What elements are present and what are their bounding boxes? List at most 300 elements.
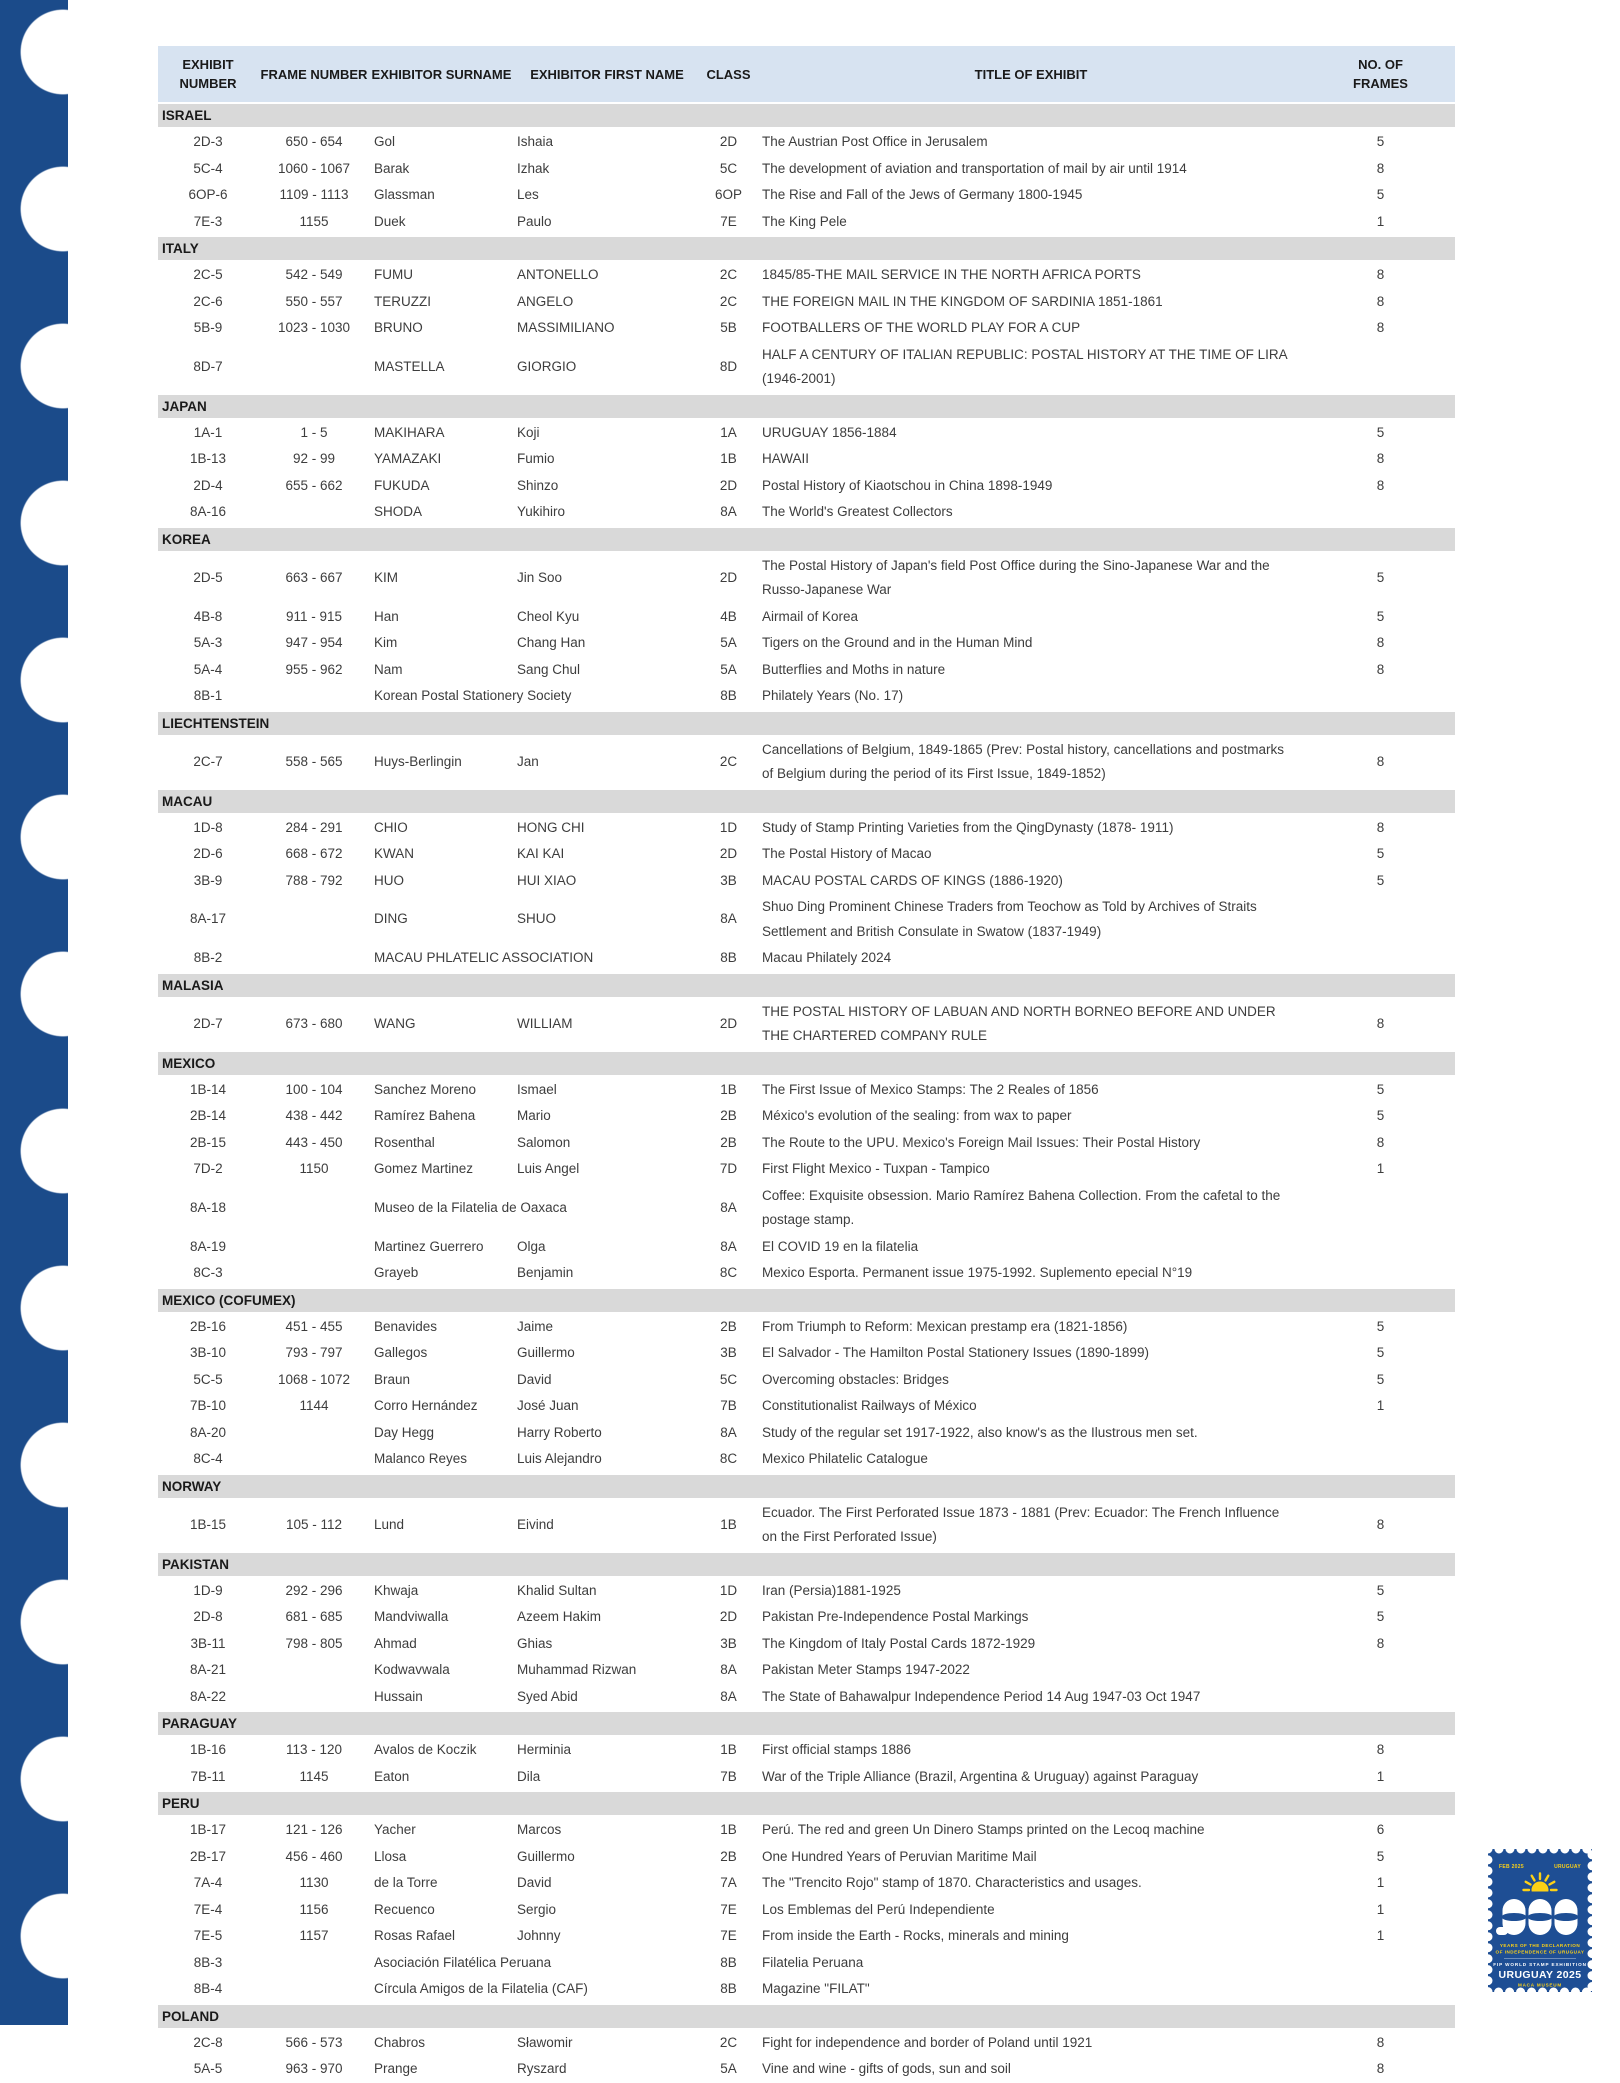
- country-section-label: NORWAY: [158, 1474, 1455, 1499]
- cell-frame-number: 1145: [299, 1768, 329, 1784]
- cell-exhibit-number: 3B-9: [193, 872, 223, 888]
- cell-frames: 5: [1376, 1609, 1385, 1624]
- cell-title: From inside the Earth - Rocks, minerals and mining: [762, 1928, 1069, 1943]
- cell-frame-number: [258, 1446, 370, 1474]
- exhibit-row: [158, 1764, 1455, 1792]
- exhibit-row: [158, 1156, 1455, 1183]
- cell-exhibit-number: 2C-5: [193, 267, 223, 282]
- country-section-label: JAPAN: [158, 394, 1455, 419]
- cell-frame-number: 113 - 120: [285, 1742, 343, 1757]
- cell-first-name: HUI XIAO: [517, 872, 577, 888]
- cell-surname: Kim: [374, 635, 398, 650]
- cell-exhibit-number: 7E-5: [193, 1928, 223, 1943]
- cell-title: The Kingdom of Italy Postal Cards 1872-1929: [762, 1635, 1036, 1651]
- cell-frame-number: 105 - 112: [285, 1516, 343, 1532]
- cell-frame-number: 1060 - 1067: [277, 160, 351, 176]
- cell-first-name: Olga: [517, 1238, 546, 1254]
- cell-class: 8A: [720, 504, 737, 519]
- cell-first-name: Sang Chul: [517, 661, 581, 677]
- cell-title: The State of Bahawalpur Independence Period 14 Aug 1947-03 Oct 1947: [762, 1688, 1201, 1704]
- cell-exhibit-number: 1B-13: [189, 451, 227, 466]
- cell-class: 2D: [719, 134, 738, 149]
- cell-exhibit-number: 1B-15: [189, 1516, 227, 1532]
- cell-title: FOOTBALLERS OF THE WORLD PLAY FOR A CUP: [762, 320, 1081, 335]
- cell-class: 7E: [720, 1901, 737, 1917]
- cell-frame-number: [258, 499, 370, 527]
- cell-class: 7B: [720, 1398, 737, 1413]
- cell-exhibit-number: 2B-14: [189, 1108, 227, 1123]
- cell-title: The "Trencito Rojo" stamp of 1870. Characteristics and usages.: [762, 1875, 1142, 1890]
- cell-class: 8A: [720, 1688, 737, 1704]
- exhibit-row: [158, 1313, 1455, 1341]
- exhibit-row: [158, 473, 1455, 500]
- cell-frames: 8: [1376, 1516, 1385, 1532]
- cell-frames: [1306, 683, 1455, 711]
- cell-first-name: Luis Alejandro: [517, 1451, 602, 1466]
- cell-frames: 8: [1376, 293, 1385, 309]
- cell-surname: KIM: [374, 569, 399, 585]
- logo-200-digits: [1496, 1899, 1579, 1935]
- cell-surname: MAKIHARA: [374, 424, 445, 440]
- cell-frame-number: 542 - 549: [285, 267, 343, 282]
- cell-title: Cancellations of Belgium, 1849-1865 (Prev: Postal history, cancellations and postmarks of Belgium during the period of its First Issue, 1849-1852): [762, 741, 1285, 781]
- cell-frames: 5: [1376, 846, 1385, 861]
- cell-title: El COVID 19 en la filatelia: [762, 1238, 919, 1254]
- cell-title: Tigers on the Ground and in the Human Mind: [762, 635, 1033, 650]
- exhibit-row: [158, 499, 1455, 527]
- cell-frame-number: 1023 - 1030: [277, 320, 351, 335]
- cell-surname: Khwaja: [374, 1582, 419, 1598]
- cell-title: Macau Philately 2024: [762, 950, 892, 965]
- cell-frames: 8: [1376, 1742, 1385, 1757]
- cell-title: Vine and wine - gifts of gods, sun and soil: [762, 2061, 1011, 2076]
- logo-uruguay-2025-label: URUGUAY 2025: [1498, 1969, 1582, 1981]
- cell-class: 8C: [719, 1265, 738, 1280]
- cell-surname: BRUNO: [374, 320, 423, 335]
- cell-exhibit-number: 2B-17: [189, 1848, 227, 1864]
- cell-surname: Day Hegg: [374, 1424, 435, 1440]
- cell-frame-number: 284 - 291: [285, 819, 343, 835]
- country-section-row: [158, 789, 1455, 814]
- country-section-label: MALASIA: [158, 973, 1455, 998]
- exhibit-row: [158, 998, 1455, 1051]
- cell-frame-number: 1144: [299, 1398, 329, 1413]
- exhibit-row: [158, 1657, 1455, 1684]
- cell-exhibit-number: 1A-1: [193, 424, 223, 440]
- cell-surname: Eaton: [374, 1768, 410, 1784]
- cell-first-name: Khalid Sultan: [517, 1582, 597, 1598]
- cell-frames: [1306, 1657, 1455, 1684]
- cell-class: 5B: [720, 320, 737, 335]
- cell-frame-number: 947 - 954: [285, 635, 343, 650]
- column-header-exhibitor-surname: EXHIBITOR SURNAME: [370, 46, 513, 103]
- exhibit-row: [158, 1393, 1455, 1420]
- cell-frame-number: 438 - 442: [285, 1108, 343, 1123]
- exhibit-row: [158, 945, 1455, 973]
- exhibit-row: [158, 894, 1455, 945]
- cell-frames: [1306, 1420, 1455, 1447]
- cell-class: 1B: [720, 1516, 737, 1532]
- cell-class: 2B: [720, 1134, 737, 1150]
- cell-exhibit-number: 5B-9: [193, 320, 223, 335]
- cell-frames: 1: [1376, 1768, 1385, 1784]
- cell-title: Pakistan Meter Stamps 1947-2022: [762, 1662, 970, 1677]
- stamp-logo-graphic: [1482, 1843, 1598, 1998]
- cell-frame-number: 566 - 573: [285, 2034, 343, 2050]
- cell-surname: Ahmad: [374, 1635, 417, 1651]
- cell-class: 2C: [719, 2034, 738, 2050]
- cell-first-name: Johnny: [517, 1928, 561, 1943]
- cell-class: 7A: [720, 1875, 737, 1890]
- cell-exhibit-number: 2B-16: [189, 1318, 227, 1334]
- exhibit-row: [158, 419, 1455, 447]
- country-section-row: [158, 973, 1455, 998]
- cell-exhibit-number: 7D-2: [193, 1161, 223, 1176]
- cell-exhibit-number: 6OP-6: [188, 187, 228, 202]
- cell-first-name: Guillermo: [517, 1848, 575, 1864]
- cell-frames: 1: [1376, 1161, 1385, 1176]
- cell-title: Mexico Philatelic Catalogue: [762, 1451, 928, 1466]
- cell-frame-number: 798 - 805: [285, 1635, 343, 1651]
- cell-class: 5A: [720, 635, 737, 650]
- cell-title: The Austrian Post Office in Jerusalem: [762, 134, 988, 149]
- exhibit-row: [158, 1367, 1455, 1394]
- country-section-row: [158, 2004, 1455, 2029]
- cell-exhibit-number: 5A-4: [193, 661, 223, 677]
- cell-first-name: Fumio: [517, 451, 555, 466]
- cell-class: 8B: [720, 688, 737, 703]
- cell-frame-number: 650 - 654: [285, 134, 343, 149]
- cell-surname: Gallegos: [374, 1345, 428, 1360]
- cell-frames: [1306, 894, 1455, 945]
- cell-first-name: David: [517, 1371, 552, 1387]
- exhibit-row: [158, 1577, 1455, 1605]
- cell-class: 2C: [719, 753, 738, 769]
- cell-title: From Triumph to Reform: Mexican prestamp era (1821-1856): [762, 1318, 1128, 1334]
- cell-surname: Hussain: [374, 1688, 423, 1704]
- cell-title: War of the Triple Alliance (Brazil, Argentina & Uruguay) against Paraguay: [762, 1768, 1199, 1784]
- cell-frame-number: 911 - 915: [285, 608, 343, 624]
- cell-frames: 5: [1376, 1345, 1385, 1360]
- country-section-label: MACAU: [158, 789, 1455, 814]
- cell-first-name: Guillermo: [517, 1345, 575, 1360]
- cell-frame-number: 100 - 104: [285, 1081, 343, 1097]
- cell-frames: [1306, 1684, 1455, 1712]
- cell-class: 7D: [719, 1161, 738, 1176]
- cell-title: The Rise and Fall of the Jews of Germany 1800-1945: [762, 187, 1083, 202]
- country-section-row: [158, 1051, 1455, 1076]
- exhibit-row: [158, 1631, 1455, 1658]
- cell-surname: Han: [374, 608, 399, 624]
- cell-title: The King Pele: [762, 213, 847, 229]
- cell-surname: MACAU PHLATELIC ASSOCIATION: [374, 950, 594, 965]
- cell-frame-number: [258, 1260, 370, 1288]
- cell-exhibit-number: 1B-17: [189, 1822, 227, 1837]
- cell-first-name: Salomon: [517, 1134, 571, 1150]
- cell-exhibit-number: 2D-5: [193, 569, 223, 585]
- cell-surname: Círcula Amigos de la Filatelia (CAF): [374, 1981, 588, 1996]
- cell-frames: 8: [1376, 1134, 1385, 1150]
- exhibit-row: [158, 1816, 1455, 1844]
- exhibit-row: [158, 841, 1455, 868]
- country-section-label: MEXICO (COFUMEX): [158, 1288, 1455, 1313]
- cell-class: 8A: [720, 1424, 737, 1440]
- cell-frames: [1306, 1260, 1455, 1288]
- cell-exhibit-number: 8A-21: [189, 1662, 227, 1677]
- exhibit-row: [158, 1897, 1455, 1924]
- cell-frames: 8: [1376, 753, 1385, 769]
- exhibit-row: [158, 289, 1455, 316]
- cell-first-name: Chang Han: [517, 635, 586, 650]
- cell-frames: 8: [1376, 1635, 1385, 1651]
- cell-frame-number: [258, 683, 370, 711]
- exhibit-row: [158, 604, 1455, 631]
- cell-title: Shuo Ding Prominent Chinese Traders from Teochow as Told by Archives of Straits Settlement and British Consulate in Swatow (1837-1949): [762, 899, 1257, 939]
- cell-frame-number: [258, 1950, 370, 1977]
- cell-surname: Malanco Reyes: [374, 1451, 468, 1466]
- column-header-class: CLASS: [701, 46, 756, 103]
- cell-surname: DING: [374, 911, 408, 927]
- cell-frame-number: 1157: [299, 1928, 329, 1943]
- cell-class: 2C: [719, 267, 738, 282]
- cell-exhibit-number: 8A-18: [189, 1199, 227, 1215]
- cell-surname: Llosa: [374, 1848, 407, 1864]
- cell-title: Pakistan Pre-Independence Postal Markings: [762, 1609, 1029, 1624]
- exhibit-row: [158, 1604, 1455, 1631]
- cell-surname: KWAN: [374, 846, 414, 861]
- cell-frames: 8: [1376, 267, 1385, 282]
- cell-class: 7E: [720, 213, 737, 229]
- cell-surname: Mandviwalla: [374, 1609, 449, 1624]
- cell-frame-number: 121 - 126: [285, 1822, 343, 1837]
- cell-title: The Route to the UPU. Mexico's Foreign Mail Issues: Their Postal History: [762, 1134, 1201, 1150]
- logo-years-line1: YEARS OF THE DECLARATION: [1499, 1943, 1581, 1948]
- cell-title: THE POSTAL HISTORY OF LABUAN AND NORTH BORNEO BEFORE AND UNDER THE CHARTERED COMPANY RULE: [762, 1003, 1276, 1043]
- cell-frames: 8: [1376, 477, 1385, 493]
- cell-frames: 5: [1376, 1081, 1385, 1097]
- exhibits-table-body: [158, 103, 1455, 2083]
- cell-class: 8A: [720, 1199, 737, 1215]
- cell-title: The development of aviation and transportation of mail by air until 1914: [762, 160, 1187, 176]
- exhibit-row: [158, 1870, 1455, 1897]
- country-section-row: [158, 103, 1455, 128]
- cell-title: Magazine "FILAT": [762, 1981, 870, 1996]
- cell-exhibit-number: 5C-5: [193, 1371, 223, 1387]
- stamp-perforation-edge-decoration: [0, 0, 68, 2025]
- cell-frames: 8: [1376, 320, 1385, 335]
- exhibit-row: [158, 1076, 1455, 1104]
- cell-surname: Sanchez Moreno: [374, 1081, 477, 1097]
- cell-surname: Korean Postal Stationery Society: [374, 688, 572, 703]
- cell-surname: Lund: [374, 1516, 405, 1532]
- cell-first-name: Herminia: [517, 1742, 572, 1757]
- cell-title: The Postal History of Japan's field Post Office during the Sino-Japanese War and the Russo-Japanese War: [762, 557, 1270, 597]
- country-section-row: [158, 394, 1455, 419]
- cell-class: 1B: [720, 451, 737, 466]
- cell-surname: Gomez Martinez: [374, 1161, 474, 1176]
- cell-exhibit-number: 8A-19: [189, 1238, 227, 1254]
- cell-frames: 5: [1376, 187, 1385, 202]
- cell-class: 3B: [720, 1345, 737, 1360]
- exhibit-row: [158, 1923, 1455, 1950]
- cell-class: 1B: [720, 1822, 737, 1837]
- cell-frames: 8: [1376, 160, 1385, 176]
- cell-surname: Martinez Guerrero: [374, 1238, 484, 1254]
- country-section-label: PERU: [158, 1791, 1455, 1816]
- exhibit-row: [158, 1103, 1455, 1130]
- cell-frames: [1306, 1950, 1455, 1977]
- cell-first-name: Dila: [517, 1768, 541, 1784]
- cell-title: THE FOREIGN MAIL IN THE KINGDOM OF SARDINIA 1851-1861: [762, 293, 1163, 309]
- cell-surname: HUO: [374, 872, 404, 888]
- cell-frames: 1: [1376, 1928, 1385, 1943]
- cell-frame-number: 681 - 685: [285, 1609, 343, 1624]
- cell-surname: Corro Hernández: [374, 1398, 478, 1413]
- exhibit-row: [158, 736, 1455, 789]
- cell-frames: [1306, 1183, 1455, 1234]
- cell-title: First official stamps 1886: [762, 1742, 912, 1757]
- cell-exhibit-number: 3B-10: [189, 1345, 227, 1360]
- logo-museum-label: MACA MUSEUM: [1517, 1982, 1563, 1988]
- cell-surname: SHODA: [374, 504, 423, 519]
- cell-surname: FUMU: [374, 267, 413, 282]
- cell-title: The World's Greatest Collectors: [762, 504, 953, 519]
- cell-title: Mexico Esporta. Permanent issue 1975-1992. Suplemento epecial N°19: [762, 1265, 1193, 1280]
- cell-title: Study of the regular set 1917-1922, also know's as the Ilustrous men set.: [762, 1424, 1198, 1440]
- cell-class: 5A: [720, 661, 737, 677]
- exhibit-row: [158, 1446, 1455, 1474]
- cell-exhibit-number: 2C-8: [193, 2034, 223, 2050]
- cell-surname: Prange: [374, 2061, 418, 2076]
- cell-frames: 5: [1376, 1371, 1385, 1387]
- cell-class: 3B: [720, 1635, 737, 1651]
- country-section-row: [158, 1288, 1455, 1313]
- cell-class: 2B: [720, 1318, 737, 1334]
- cell-exhibit-number: 1D-8: [193, 819, 223, 835]
- cell-frame-number: 668 - 672: [285, 846, 343, 861]
- cell-first-name: Cheol Kyu: [517, 608, 580, 624]
- cell-first-name: HONG CHI: [517, 819, 585, 835]
- cell-exhibit-number: 2D-7: [193, 1015, 223, 1031]
- cell-surname: Glassman: [374, 187, 435, 202]
- cell-frames: [1306, 1446, 1455, 1474]
- country-section-row: [158, 1474, 1455, 1499]
- country-section-row: [158, 1711, 1455, 1736]
- cell-exhibit-number: 5A-3: [193, 635, 223, 650]
- cell-first-name: MASSIMILIANO: [517, 320, 615, 335]
- cell-frames: 1: [1376, 1875, 1385, 1890]
- cell-frames: 5: [1376, 134, 1385, 149]
- country-section-row: [158, 1552, 1455, 1577]
- cell-surname: MASTELLA: [374, 358, 445, 374]
- exhibit-row: [158, 261, 1455, 289]
- cell-class: 1B: [720, 1742, 737, 1757]
- cell-frame-number: 558 - 565: [285, 753, 343, 769]
- cell-frames: 1: [1376, 213, 1385, 229]
- cell-first-name: Ryszard: [517, 2061, 567, 2076]
- cell-first-name: Ismael: [517, 1081, 557, 1097]
- country-section-row: [158, 711, 1455, 736]
- cell-first-name: Ghias: [517, 1635, 553, 1651]
- cell-first-name: Syed Abid: [517, 1688, 578, 1704]
- cell-frames: [1306, 1234, 1455, 1261]
- cell-first-name: Mario: [517, 1108, 551, 1123]
- cell-frames: 8: [1376, 819, 1385, 835]
- cell-frame-number: 1156: [299, 1901, 329, 1917]
- cell-class: 7B: [720, 1768, 737, 1784]
- cell-title: Los Emblemas del Perú Independiente: [762, 1901, 995, 1917]
- cell-frames: 5: [1376, 872, 1385, 888]
- cell-frame-number: [258, 1183, 370, 1234]
- cell-frames: 1: [1376, 1398, 1385, 1413]
- logo-exhibition-label: FIP WORLD STAMP EXHIBITION: [1493, 1962, 1587, 1967]
- column-header-frame-number: FRAME NUMBER: [258, 46, 370, 103]
- cell-title: HAWAII: [762, 451, 809, 466]
- cell-frame-number: [258, 894, 370, 945]
- column-header-exhibitor-first-name: EXHIBITOR FIRST NAME: [513, 46, 701, 103]
- exhibit-row: [158, 209, 1455, 237]
- country-section-label: LIECHTENSTEIN: [158, 711, 1455, 736]
- exhibit-row: [158, 1499, 1455, 1552]
- cell-exhibit-number: 3B-11: [190, 1635, 226, 1651]
- cell-class: 8D: [719, 358, 738, 374]
- cell-first-name: Koji: [517, 424, 540, 440]
- cell-surname: Braun: [374, 1371, 411, 1387]
- country-section-row: [158, 1791, 1455, 1816]
- cell-frames: 5: [1376, 1108, 1385, 1123]
- cell-exhibit-number: 7B-11: [190, 1768, 226, 1784]
- cell-exhibit-number: 2D-4: [193, 477, 223, 493]
- exhibit-row: [158, 182, 1455, 209]
- cell-surname: Recuenco: [374, 1901, 435, 1917]
- cell-frames: 8: [1376, 451, 1385, 466]
- cell-first-name: Izhak: [517, 160, 550, 176]
- cell-frame-number: 1150: [299, 1161, 329, 1176]
- cell-title: Constitutionalist Railways of México: [762, 1398, 977, 1413]
- cell-title: Philately Years (No. 17): [762, 688, 904, 703]
- cell-frames: 6: [1376, 1822, 1385, 1837]
- cell-surname: YAMAZAKI: [374, 451, 442, 466]
- cell-class: 2D: [719, 1015, 738, 1031]
- cell-exhibit-number: 8D-7: [193, 358, 223, 374]
- cell-exhibit-number: 4B-8: [193, 608, 223, 624]
- cell-title: El Salvador - The Hamilton Postal Stationery Issues (1890-1899): [762, 1345, 1149, 1360]
- cell-exhibit-number: 5C-4: [193, 160, 223, 176]
- cell-frames: 5: [1376, 608, 1385, 624]
- cell-exhibit-number: 8B-1: [193, 688, 223, 703]
- cell-first-name: Benjamin: [517, 1265, 574, 1280]
- country-section-label: ITALY: [158, 236, 1455, 261]
- cell-first-name: Jin Soo: [517, 569, 563, 585]
- cell-class: 8B: [720, 950, 737, 965]
- cell-frame-number: 1130: [299, 1875, 329, 1890]
- exhibit-row: [158, 342, 1455, 394]
- cell-first-name: Jaime: [517, 1318, 554, 1334]
- cell-first-name: Sergio: [517, 1901, 557, 1917]
- cell-frame-number: 655 - 662: [285, 477, 343, 493]
- cell-title: HALF A CENTURY OF ITALIAN REPUBLIC: POSTAL HISTORY AT THE TIME OF LIRA (1946-2001): [762, 346, 1287, 386]
- cell-frames: 8: [1376, 2034, 1385, 2050]
- cell-exhibit-number: 7E-4: [193, 1901, 223, 1917]
- cell-exhibit-number: 8C-4: [193, 1451, 223, 1466]
- country-section-row: [158, 527, 1455, 552]
- cell-frame-number: 1109 - 1113: [279, 187, 349, 202]
- exhibit-row: [158, 315, 1455, 342]
- cell-surname: Barak: [374, 160, 410, 176]
- cell-frame-number: 673 - 680: [285, 1015, 343, 1031]
- country-section-label: PARAGUAY: [158, 1711, 1455, 1736]
- cell-title: Coffee: Exquisite obsession. Mario Ramírez Bahena Collection. From the cafetal to the postage stamp.: [762, 1187, 1281, 1227]
